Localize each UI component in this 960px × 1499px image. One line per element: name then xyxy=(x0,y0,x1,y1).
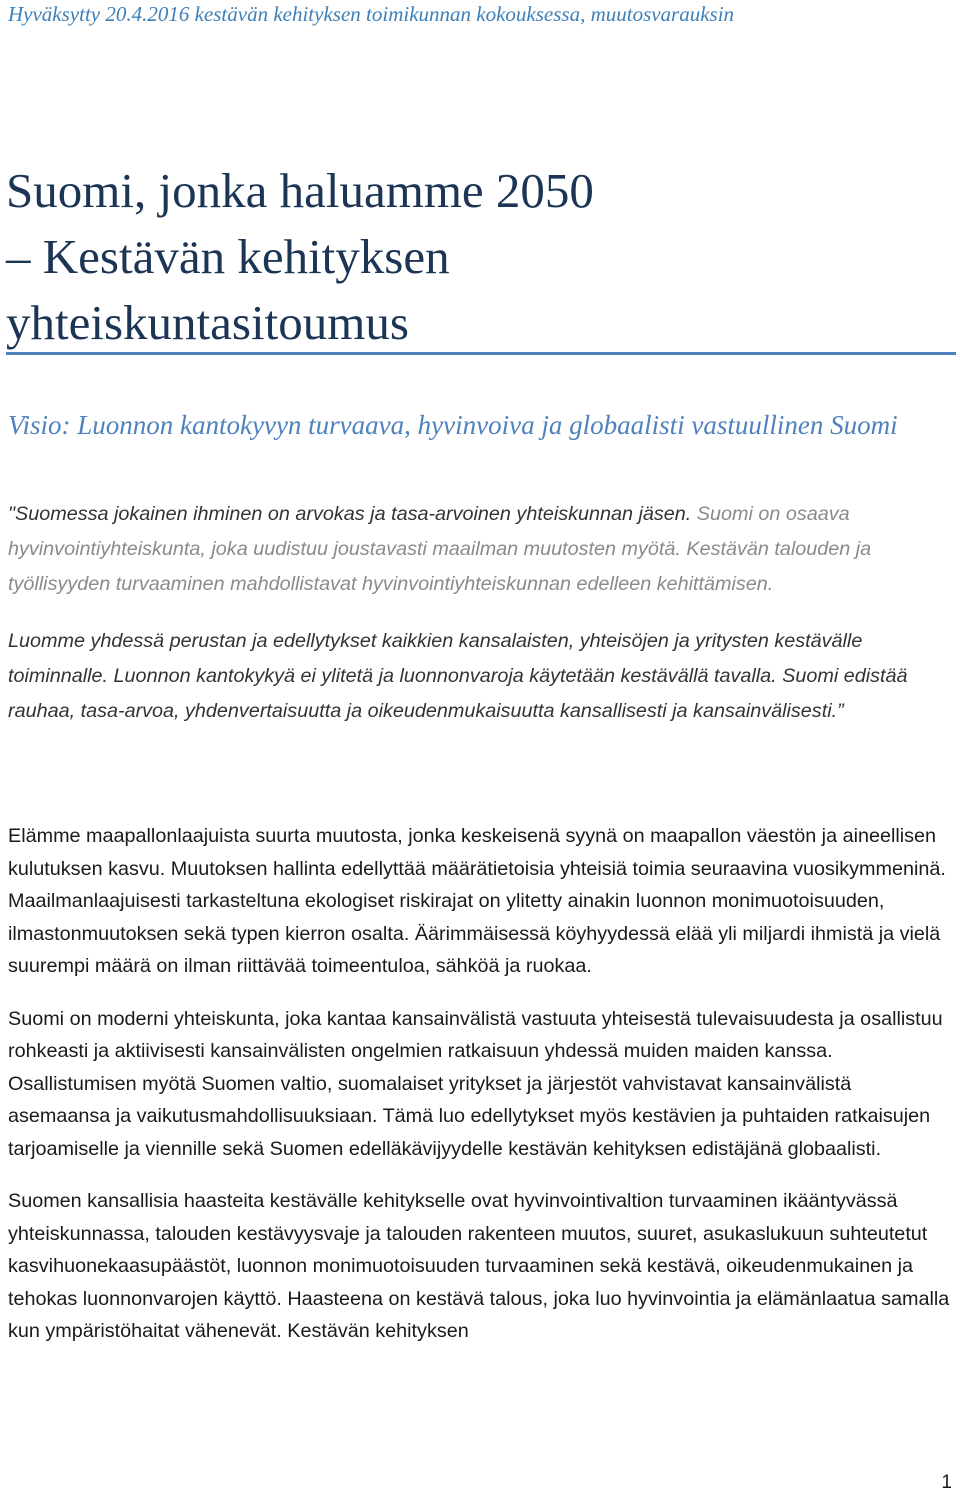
quote-sentence: Suomi on osaava hyvinvointiyhteiskunta, joka uudistuu joustavasti maailman muutosten myötä. xyxy=(8,503,850,560)
quote-sentence: Luomme yhdessä perustan ja edellytykset kaikkien kansalaisten, yhteisöjen ja yritysten kestävälle toiminnalle. xyxy=(8,630,863,687)
quote-sentence: Suomi edistää rauhaa, tasa-arvoa, yhdenvertaisuutta ja oikeudenmukaisuutta kansallisesti ja kansainvälisesti.” xyxy=(8,665,908,722)
quote-paragraph xyxy=(8,497,953,602)
title-line-1: Suomi, jonka haluamme 2050 xyxy=(6,163,594,218)
body-paragraph: Suomen kansallisia haasteita kestävälle kehitykselle ovat hyvinvointivaltion turvaaminen ikääntyvässä yhteiskunnassa, talouden kestävyysvaje ja talouden rakenteen muutos, suuret, asukaslukuun suhteutetut kasvihuonekaasupäästöt, luonnon monimuotoisuuden turvaaminen sekä kestävä, oikeudenmukainen ja tehokas luonnonvarojen käyttö. Haasteena on kestävä talous, joka luo hyvinvointia ja elämänlaatua samalla kun ympäristöhaitat vähenevät. Kestävän kehityksen xyxy=(8,1190,950,1342)
title-line-2: – Kestävän kehityksen xyxy=(6,229,450,284)
body-text xyxy=(8,820,953,1368)
quote-paragraph xyxy=(8,624,953,729)
title-underline xyxy=(6,352,956,355)
title-line-3: yhteiskuntasitoumus xyxy=(6,295,409,350)
vision-quote xyxy=(8,497,953,729)
document-title xyxy=(6,158,956,356)
quote-sentence: Luonnon kantokykyä ei ylitetä ja luonnonvaroja käytetään kestävällä tavalla. xyxy=(108,665,777,687)
body-paragraph: Suomi on moderni yhteiskunta, joka kantaa kansainvälistä vastuuta yhteisestä tulevaisuudesta ja osallistuu rohkeasti ja aktiivisesti kansainvälisten ongelmien ratkaisuun yhdessä muiden maiden kanssa. Osallistumisen myötä Suomen valtio, suomalaiset yritykset ja järjestöt vahvistavat kansainvälistä asemaansa ja vaikutusmahdollisuuksiaan. Tämä luo edellytykset myös kestävien ja puhtaiden ratkaisujen tarjoamiselle ja viennille sekä Suomen edelläkävijyydelle kestävän kehityksen edistäjänä globaalisti. xyxy=(8,1007,943,1160)
quote-sentence: "Suomessa jokainen ihminen on arvokas ja tasa-arvoinen yhteiskunnan jäsen. xyxy=(8,503,692,525)
vision-subtitle: Visio: Luonnon kantokyvyn turvaava, hyvinvoiva ja globaalisti vastuullinen Suomi xyxy=(8,410,898,440)
page-number: 1 xyxy=(941,1472,952,1493)
body-paragraph: Elämme maapallonlaajuista suurta muutosta, jonka keskeisenä syynä on maapallon väestön ja aineellisen kulutuksen kasvu. Muutoksen hallinta edellyttää määrätietoisia yhteisiä toimia seuraavina vuosikymmeninä. Maailmanlaajuisesti tarkasteltuna ekologiset riskirajat on ylitetty ainakin luonnon monimuotoisuuden, ilmastonmuutoksen sekä typen kierron osalta. Äärimmäisessä köyhyydessä elää yli miljardi ihmistä ja vielä suurempi määrä on ilman riittävää toimeentuloa, sähköä ja ruokaa. xyxy=(8,825,946,977)
document-header: Hyväksytty 20.4.2016 kestävän kehityksen toimikunnan kokouksessa, muutosvarauksin xyxy=(8,2,735,26)
quote-sentence: Kestävän talouden ja työllisyyden turvaaminen mahdollistavat hyvinvointiyhteiskunnan edelleen kehittämisen. xyxy=(8,538,872,595)
